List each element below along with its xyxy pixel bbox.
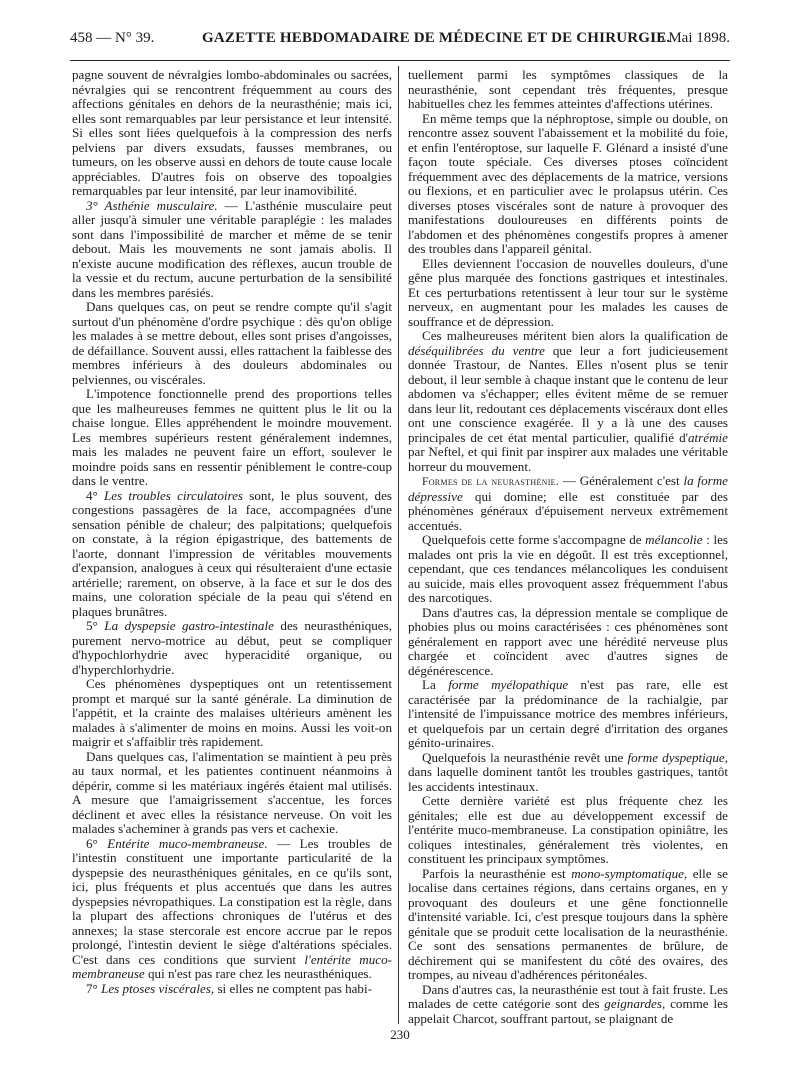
right-paragraph-8 — [408, 678, 728, 751]
right-paragraph-1: tuellement parmi les symptômes classiques de la neurasthénie, sont cependant très fréquentes, presque habituelles chez les femmes atteintes d'affections utérines. — [408, 67, 728, 111]
right-paragraph-7: Dans d'autres cas, la dépression mentale se complique de phobies plus ou moins caractérisées : ces phénomènes sont généralement en rapport avec une hérédité nerveuse plus chargée et coïncident avec d'autres signes de dégénérescence. — [408, 604, 728, 678]
column-divider — [398, 66, 399, 1024]
right-paragraph-3: Elles deviennent l'occasion de nouvelles douleurs, d'une gêne plus marquée des fonctions gastriques et intestinales. Et ces perturbations retentissent à leur tour sur le système nerveux, en augmentant pour les malades les causes de souffrance et de dépression. — [408, 255, 728, 329]
left-paragraph-1: pagne souvent de névralgies lombo-abdominales ou sacrées, névralgies qui se rencontrent fréquemment au cours des affections génitales en dehors de la neurasthénie; mais ici, elles sont remarquables par leur persistance et leur intensité. Si elles sont liées quelquefois à la compression des nerfs pelviens par divers exsudats, fausses membranes, ou tumeurs, on les observe aussi en dehors de toute cause locale appréciables. D'autres fois on observe des topoalgies remarquables par leur intensité, par leur inamovibilité. — [72, 67, 392, 198]
dyspepsie-text: des neurasthéniques, purement nervo-motrice au début, peut se compliquer d'hypochlorhydrie avec hyperacidité organique, ou d'hyperchlorhydrie. — [72, 618, 392, 677]
right-paragraph-formes — [408, 474, 728, 533]
p8-text-a: La — [422, 677, 449, 692]
left-paragraph-8: Dans quelques cas, l'alimentation se maintient à peu près au taux normal, et les patientes continuent néanmoins à dépérir, comme si les matériaux ingérés étaient mal utilisés. A mesure que l'amaigrissement s'accentue, les forces déclinent et avec elles la résistance nerveuse. On voit les malades s'acheminer à grands pas vers et cachexie. — [72, 748, 392, 836]
p12-text-a: Dans d'autres cas, la neurasthénie est tout à fait fruste. Les malades de cette catégorie sont des — [408, 981, 728, 1011]
section-number-4: 4° — [86, 487, 105, 503]
term-desequilibrees: déséquilibrées du ventre — [408, 342, 545, 358]
ptoses-text: si elles ne comptent pas habi- — [214, 980, 372, 996]
term-forme-depressive: la forme dépressive — [408, 473, 728, 504]
section-number-5: 5° — [86, 618, 105, 633]
section-heading-formes: Formes de la neurasthénie. — [422, 476, 560, 488]
enterite-text-b: qui n'est pas rare chez les neurasthéniques. — [144, 966, 372, 981]
asthenie-text: — L'asthénie musculaire peut aller jusqu'à simuler une véritable paraplégie : les malades sont dans l'impossibilité de marcher et même de se tenir debout. Mais les mouvements ne sont jamais abolis. Il n'existe aucune modification des réflexes, aucun trouble de la vessie et du rectum, aucune perturbation de la sensibilité dans les membres parésiés. — [72, 197, 392, 300]
left-paragraph-asthenie — [72, 199, 392, 301]
term-forme-dyspeptique: forme dyspeptique — [627, 749, 725, 765]
circulatoires-text: sont, le plus souvent, des congestions passagères de la face, accompagnées d'une sensation pénible de chaleur; des palpitations; quelquefois on constate, à la région épigastrique, des battements de l'aorte, donnant l'impression de véritables mouvements d'expansion, analogues à ceux qui résulteraient d'une ectasie artérielle; rarement, on observe, à la face et sur le dos des mains, une coloration spéciale de la peau qui s'étend en plaques brunâtres. — [72, 487, 392, 619]
right-paragraph-6 — [408, 533, 728, 606]
term-forme-myelopathique: forme myélopathique — [448, 677, 569, 692]
section-label-circulatoires: Les troubles circulatoires — [104, 487, 244, 503]
page-number: 230 — [390, 1027, 410, 1042]
p12-text-b: , comme les appelait Charcot, souffrant partout, se plaignant de — [408, 996, 729, 1026]
issue-date: 15 Mai 1898. — [649, 30, 730, 46]
journal-title: GAZETTE HEBDOMADAIRE DE MÉDECINE ET DE CHIRURGIE. — [202, 30, 671, 46]
formes-text-b: qui domine; elle est constituée par des phénomènes généraux d'épuisement nerveux extrêmement accentués. — [408, 488, 728, 533]
left-paragraph-enterite — [72, 837, 392, 982]
p6-text-a: Quelquefois cette forme s'accompagne de — [422, 532, 646, 547]
left-column — [72, 68, 392, 996]
left-paragraph-3: Dans quelques cas, on peut se rendre compte qu'il s'agit surtout d'un phénomène d'ordre psychique : dès qu'on oblige les malades à se mettre debout, elles sont prises d'angoisses, de défaillance. Souvent aussi, elles rattachent la faiblesse des membres inférieurs à des douleurs abdominales ou pelviennes, ou viscérales. — [72, 299, 392, 387]
header-rule — [70, 60, 730, 61]
p8-text-b: n'est pas rare, elle est caractérisée par la prédominance de la rachialgie, par l'intensité de l'impuissance motrice des membres inférieurs, et quelquefois par un certain degré d'irritation des organes génito-urinaires. — [408, 677, 728, 750]
formes-text-a: — Généralement c'est — [559, 473, 684, 488]
right-paragraph-4 — [408, 329, 728, 474]
page-issue-number: 458 — N° 39. — [70, 30, 155, 46]
section-label-dyspepsie: La dyspepsie gastro-intestinale — [104, 618, 274, 633]
section-number-6: 6° — [86, 835, 108, 851]
term-melancolie: mélancolie — [645, 532, 703, 547]
p6-text-b: : les malades ont pris la vie en dégoût. Il est très exceptionnel, cependant, que ces tendances mélancoliques les conduisent au suicide, mais elles provoquent assez fréquemment l'abus des narcotiques. — [408, 532, 728, 605]
term-geignardes: geignardes — [604, 996, 662, 1011]
p11-text-b: , elle se localise dans certaines régions, dans certains organes, en y provoquant des douleurs et une gêne fonctionnelle d'intensité variable. Ici, c'est presque toujours dans la sphère génitale que se produit cette localisation de la neurasthénie. Ce sont des sensations permanentes de brûlure, de déchirement qui se manifestent du côté des ovaires, des trompes, au niveau d'adhérences péritonéales. — [408, 865, 728, 982]
left-paragraph-ptoses — [72, 982, 392, 997]
left-paragraph-dyspepsie — [72, 619, 392, 677]
p9-text-b: , dans laquelle dominent tantôt les troubles gastriques, tantôt les accidents intestinaux. — [408, 749, 728, 794]
enterite-italic-term: l'entérite muco-membraneuse — [72, 951, 392, 981]
p4-text-b: que leur a fort judicieusement donnée Trastour, de Nantes. Elles n'osent plus se tenir debout, il leur semble à chaque instant que le contenu de leur abdomen va s'échapper; elles évitent même de se remuer dans leur lit, redoutant ces déplacements viscéraux dont elles ont une conscience exagérée. Il y a là une des causes principales de cet état mental particulier, qualifié d' — [408, 342, 728, 445]
term-mono-symptomatique: mono-symptomatique — [571, 865, 684, 881]
left-paragraph-7: Ces phénomènes dyspeptiques ont un retentissement prompt et marqué sur la santé générale. La diminution de l'appétit, et la crainte des malaises ultérieurs amènent les malades à s'alimenter de moins en moins. Aussi les voit-on maigrir et s'affaiblir très rapidement. — [72, 676, 392, 749]
p11-text-a: Parfois la neurasthénie est — [422, 865, 572, 881]
right-paragraph-11 — [408, 867, 728, 983]
right-paragraph-9 — [408, 751, 728, 795]
section-number-7: 7° — [86, 980, 102, 996]
section-label-ptoses: Les ptoses viscérales, — [101, 980, 215, 996]
section-label-enterite: Entérite muco-membraneuse. — [107, 835, 268, 851]
p4-text-c: par Neftel, et qui finit par inspirer aux malades une véritable horreur du mouvement. — [408, 444, 728, 474]
right-column — [408, 68, 728, 1026]
left-paragraph-circulatoires — [72, 489, 392, 620]
running-header — [70, 30, 730, 54]
left-paragraph-4: L'impotence fonctionnelle prend des proportions telles que les malheureuses femmes ne quittent plus le lit ou la chaise longue. Elles appréhendent le moindre mouvement. Les membres supérieurs restent généralement indemnes, mais les malades ne peuvent faire un effort, soulever le moindre poids sans en ressentir péniblement le contre-coup dans le ventre. — [72, 386, 392, 488]
right-paragraph-10: Cette dernière variété est plus fréquente chez les génitales; elle est due au développement excessif de l'entérite muco-membraneuse. La constipation opiniâtre, les coliques intestinales, généralement très violentes, en constituent les principaux symptômes. — [408, 793, 728, 866]
p9-text-a: Quelquefois la neurasthénie revêt une — [422, 749, 628, 765]
p4-text-a: Ces malheureuses méritent bien alors la qualification de — [422, 328, 728, 343]
right-paragraph-12 — [408, 983, 728, 1027]
section-label-asthenie: 3° Asthénie musculaire. — [86, 197, 218, 213]
enterite-text-a: — Les troubles de l'intestin constituent une importante particularité de la dyspepsie des neurasthéniques génitales, en ce qu'ils sont, ici, plus fréquents et plus accentués que dans les autres dyspepsies névropathiques. La constipation est la règle, dans la plupart des affections chroniques de l'utérus et des annexes; la stase stercorale est encore accrue par le repos prolongé, l'intestin devient le siège d'altérations spéciales. C'est dans ces conditions que survient — [72, 835, 392, 967]
term-atremie: atrémie — [688, 429, 728, 445]
right-paragraph-2: En même temps que la néphroptose, simple ou double, on rencontre assez souvent l'abaissement et la mobilité du foie, et enfin l'entéroptose, sur laquelle F. Glénard a insisté d'une façon toute spéciale. Ces diverses ptoses coïncident fréquemment avec des déplacements de la matrice, versions ou flexions, et en particulier avec le prolapsus utérin. Ces diverses ptoses viscérales sont de nature à provoquer des manifestations douloureuses en différents points de l'abdomen et des phénomènes congestifs propres à amener des troubles dans l'appareil génital. — [408, 110, 728, 256]
